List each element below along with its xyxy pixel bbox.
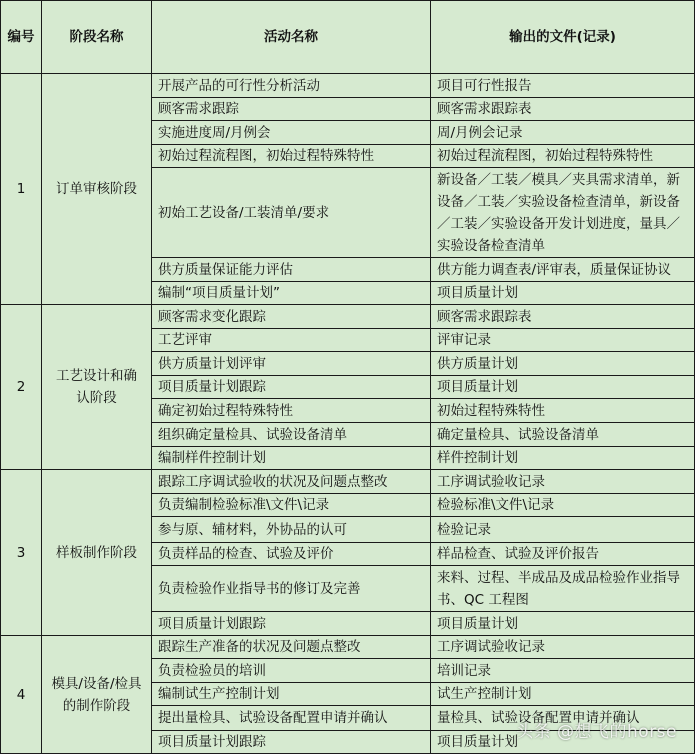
output-cell: 检验标准\文件\记录 (431, 494, 695, 517)
output-cell: 周/月例会记录 (431, 121, 695, 145)
output-cell: 项目可行性报告 (431, 74, 695, 98)
activity-cell: 负责检验员的培训 (152, 659, 431, 683)
output-cell: 供方质量计划 (431, 352, 695, 376)
activity-cell: 供方质量保证能力评估 (152, 258, 431, 282)
output-cell: 初始过程流程图，初始过程特殊特性 (431, 145, 695, 168)
output-cell: 检验记录 (431, 517, 695, 543)
activity-cell: 编制样件控制计划 (152, 447, 431, 470)
activity-cell: 初始工艺设备/工装清单/要求 (152, 168, 431, 258)
table-row (1, 74, 695, 98)
stage-name: 工艺设计和确认阶段 (42, 305, 152, 470)
activity-cell: 确定初始过程特殊特性 (152, 399, 431, 423)
stage-number: 3 (1, 470, 42, 636)
output-cell: 顾客需求跟踪表 (431, 98, 695, 121)
output-cell: 工序调试验收记录 (431, 470, 695, 494)
activity-cell: 负责样品的检查、试验及评价 (152, 543, 431, 566)
output-cell: 量检具、试验设备配置申请并确认 (431, 706, 695, 731)
header-row (1, 1, 695, 74)
output-cell: 项目质量计划 (431, 282, 695, 305)
output-cell: 顾客需求跟踪表 (431, 305, 695, 329)
output-cell: 工序调试验收记录 (431, 636, 695, 659)
header-output: 输出的文件(记录) (431, 1, 695, 74)
output-cell: 培训记录 (431, 659, 695, 683)
activity-cell: 组织确定量检具、试验设备清单 (152, 423, 431, 447)
table-row (1, 305, 695, 329)
activity-cell: 实施进度周/月例会 (152, 121, 431, 145)
header-phase: 阶段名称 (42, 1, 152, 74)
activity-cell: 项目质量计划跟踪 (152, 376, 431, 399)
activity-cell: 顾客需求变化跟踪 (152, 305, 431, 329)
table-row (1, 470, 695, 494)
activity-cell: 供方质量计划评审 (152, 352, 431, 376)
output-cell: 样品检查、试验及评价报告 (431, 543, 695, 566)
output-cell: 来料、过程、半成品及成品检验作业指导书、QC 工程图 (431, 566, 695, 612)
activity-cell: 负责检验作业指导书的修订及完善 (152, 566, 431, 612)
output-cell: 项目质量计划 (431, 612, 695, 636)
output-cell: 初始过程特殊特性 (431, 399, 695, 423)
watermark: 头条 @想飞的horse (516, 722, 677, 742)
stage-name: 模具/设备/检具的制作阶段 (42, 636, 152, 754)
header-num: 编号 (1, 1, 42, 74)
header-activity: 活动名称 (152, 1, 431, 74)
output-cell: 项目质量计划 (431, 376, 695, 399)
activity-cell: 跟踪生产准备的状况及问题点整改 (152, 636, 431, 659)
activity-cell: 工艺评审 (152, 329, 431, 352)
activity-cell: 提出量检具、试验设备配置申请并确认 (152, 706, 431, 731)
activity-cell: 顾客需求跟踪 (152, 98, 431, 121)
output-cell: 确定量检具、试验设备清单 (431, 423, 695, 447)
stage-name: 订单审核阶段 (42, 74, 152, 305)
output-cell: 试生产控制计划 (431, 683, 695, 706)
stage-number: 2 (1, 305, 42, 470)
activity-cell: 初始过程流程图，初始过程特殊特性 (152, 145, 431, 168)
output-cell: 项目质量计划 (431, 731, 695, 754)
stage-name: 样板制作阶段 (42, 470, 152, 636)
stage-number: 4 (1, 636, 42, 754)
activity-cell: 编制试生产控制计划 (152, 683, 431, 706)
activity-cell: 开展产品的可行性分析活动 (152, 74, 431, 98)
output-cell: 样件控制计划 (431, 447, 695, 470)
output-cell: 新设备／工装／模具／夹具需求清单，新设备／工装／实验设备检查清单，新设备／工装／实验设备开发计划进度，量具／实验设备检查清单 (431, 168, 695, 258)
activity-cell: 项目质量计划跟踪 (152, 612, 431, 636)
activity-cell: 参与原、辅材料，外协品的认可 (152, 517, 431, 543)
output-cell: 供方能力调查表/评审表，质量保证协议 (431, 258, 695, 282)
table-row (1, 636, 695, 659)
activity-cell: 编制“项目质量计划” (152, 282, 431, 305)
stage-number: 1 (1, 74, 42, 305)
activity-cell: 跟踪工序调试验收的状况及问题点整改 (152, 470, 431, 494)
activity-cell: 项目质量计划跟踪 (152, 731, 431, 754)
activity-cell: 负责编制检验标准\文件\记录 (152, 494, 431, 517)
output-cell: 评审记录 (431, 329, 695, 352)
